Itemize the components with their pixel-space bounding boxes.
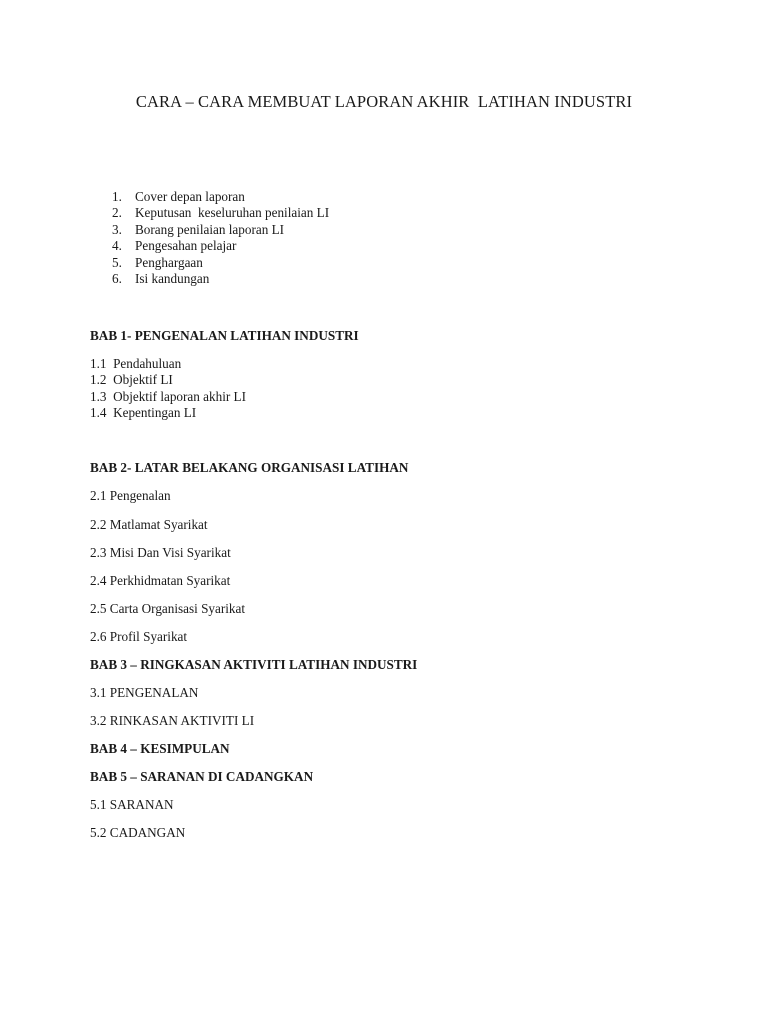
report-front-matter-list xyxy=(112,189,329,287)
list-item: 5.1 SARANAN xyxy=(90,797,174,812)
list-item: 3.2 RINKASAN AKTIVITI LI xyxy=(90,713,255,728)
bab4-heading: BAB 4 – KESIMPULAN xyxy=(90,741,230,756)
list-item: 2. Keputusan keseluruhan penilaian LI xyxy=(112,205,330,221)
list-item: 1. Cover depan laporan xyxy=(112,189,245,204)
list-item: 1.4 Kepentingan LI xyxy=(90,404,197,420)
bab2-heading: BAB 2- LATAR BELAKANG ORGANISASI LATIHAN xyxy=(90,460,409,475)
list-item: 5. Penghargaan xyxy=(112,254,203,270)
list-item: 2.5 Carta Organisasi Syarikat xyxy=(90,601,246,616)
list-item: 2.3 Misi Dan Visi Syarikat xyxy=(90,545,231,560)
bab1-list xyxy=(90,356,246,421)
list-item: 2.1 Pengenalan xyxy=(90,488,171,503)
list-item: 4. Pengesahan pelajar xyxy=(112,238,237,254)
list-item: 3. Borang penilaian laporan LI xyxy=(112,221,285,237)
bab3-heading: BAB 3 – RINGKASAN AKTIVITI LATIHAN INDUSTRI xyxy=(90,657,418,672)
list-item: 5.2 CADANGAN xyxy=(90,825,186,840)
document-title: CARA – CARA MEMBUAT LAPORAN AKHIR LATIHAN INDUSTRI xyxy=(135,92,633,111)
list-item: 3.1 PENGENALAN xyxy=(90,685,199,700)
bab1-heading: BAB 1- PENGENALAN LATIHAN INDUSTRI xyxy=(90,328,359,343)
list-item: 2.2 Matlamat Syarikat xyxy=(90,517,208,532)
list-item: 2.6 Profil Syarikat xyxy=(90,629,188,644)
list-item: 1.1 Pendahuluan xyxy=(90,356,182,371)
list-item: 1.3 Objektif laporan akhir LI xyxy=(90,388,247,404)
bab5-heading: BAB 5 – SARANAN DI CADANGKAN xyxy=(90,769,314,784)
list-item: 6. Isi kandungan xyxy=(112,271,210,287)
list-item: 1.2 Objektif LI xyxy=(90,372,173,388)
list-item: 2.4 Perkhidmatan Syarikat xyxy=(90,573,231,588)
